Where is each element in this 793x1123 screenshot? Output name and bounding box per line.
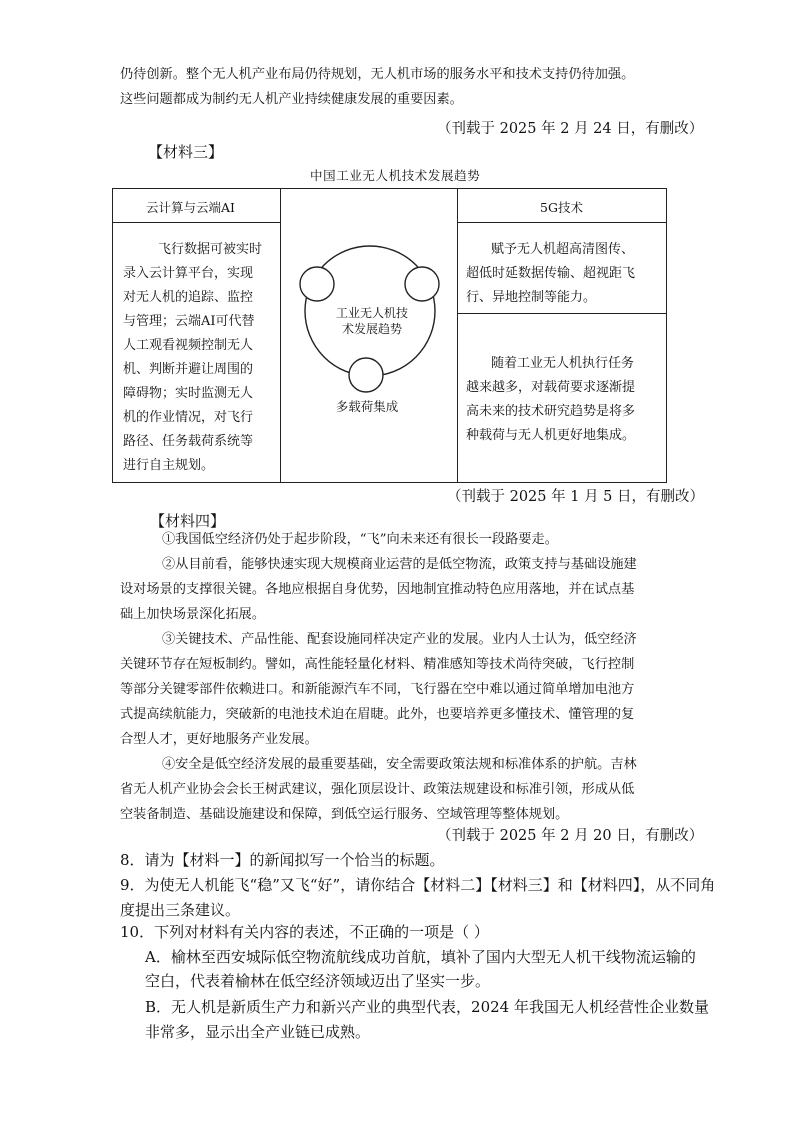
m4-line: ①我国低空经济仍处于起步阶段，“飞”向未来还有很长一段路要走。 [162, 532, 558, 547]
cloud-ai-line: 路径、任务载荷系统等 [123, 434, 254, 449]
payload-line: 越来越多，对载荷要求逐渐提 [466, 380, 636, 395]
option-a-line-1: A．榆林至西安城际低空物流航线成功首航，填补了国内大型无人机干线物流运输的 [145, 948, 696, 966]
question-10: 10．下列对材料有关内容的表述，不正确的一项是（ ） [120, 923, 489, 941]
m3-heading: 【材料三】 [148, 143, 224, 161]
cloud-ai-line: 进行自主规划。 [123, 458, 215, 473]
m4-line: 合型人才，更好地服务产业发展。 [120, 732, 318, 747]
m4-line: ②从目前看，能够快速实现大规模商业运营的是低空物流，政策支持与基础设施建 [162, 557, 637, 572]
node-circle-left [300, 267, 334, 301]
cloud-ai-line: 机、判断并避让周围的 [123, 362, 254, 377]
cloud-ai-line: 录入云计算平台，实现 [123, 266, 254, 281]
payload-line: 高未来的技术研究趋势是将多 [466, 404, 636, 419]
m4-line: 等部分关键零部件依赖进口。和新能源汽车不同，飞行器在空中难以通过简单增加电池方 [120, 682, 635, 697]
cloud-ai-line: 障碍物；实时监测无人 [123, 386, 254, 401]
m4-line: ③关键技术、产品性能、配套设施同样决定产业的发展。业内人士认为，低空经济 [162, 632, 637, 647]
payload-line: 随着工业无人机执行任务 [491, 356, 635, 371]
m4-line: 式提高续航能力，突破新的电池技术迫在眉睫。此外，也要培养更多懂技术、懂管理的复 [120, 707, 635, 722]
m4-line: 省无人机产业协会会长王树武建议，强化顶层设计、政策法规建设和标准引领，形成从低 [120, 782, 635, 797]
m4-source: （刊载于 2025 年 2 月 20 日，有删改） [437, 828, 704, 844]
center-label-1: 工业无人机技 [335, 306, 408, 320]
option-b-line-2: 非常多，显示出全产业链已成熟。 [145, 1023, 371, 1041]
m4-line: ④安全是低空经济发展的最重要基础，安全需要政策法规和标准体系的护航。吉林 [162, 757, 637, 772]
m4-heading: 【材料四】 [150, 512, 226, 530]
multi-payload-label: 多载荷集成 [335, 399, 399, 414]
node-circle-right [405, 267, 439, 301]
center-label-2: 术发展趋势 [341, 322, 402, 336]
m2-source: （刊载于 2025 年 2 月 24 日，有删改） [437, 121, 704, 137]
5g-line: 行、异地控制等能力。 [466, 290, 597, 305]
5g-line: 赋予无人机超高清图传、 [491, 242, 635, 257]
m3-source: （刊载于 2025 年 1 月 5 日，有删改） [447, 489, 705, 505]
question-9-line-1: 9．为使无人机能飞“稳”又飞“好”，请你结合【材料二】【材料三】和【材料四】，从不同角 [120, 876, 716, 894]
diagram-title: 中国工业无人机技术发展趋势 [310, 168, 481, 183]
cloud-ai-line: 机的作业情况，对飞行 [123, 410, 254, 425]
m2-line-2: 这些问题都成为制约无人机产业持续健康发展的重要因素。 [120, 92, 463, 107]
m4-line: 空装备制造、基础设施建设和保障，到低空运行服务、空域管理等整体规划。 [120, 807, 569, 822]
question-9-line-2: 度提出三条建议。 [120, 901, 241, 919]
cloud-ai-line: 与管理；云端AI可代替 [123, 314, 255, 329]
option-a-line-2: 空白，代表着榆林在低空经济领域迈出了坚实一步。 [145, 972, 491, 990]
cloud-ai-line: 人工观看视频控制无人 [123, 338, 254, 353]
cloud-ai-line: 飞行数据可被实时 [158, 242, 263, 257]
payload-line: 种载荷与无人机更好地集成。 [466, 428, 636, 443]
question-8: 8．请为【材料一】的新闻拟写一个恰当的标题。 [120, 851, 445, 869]
option-b-line-1: B．无人机是新质生产力和新兴产业的典型代表，2024 年我国无人机经营性企业数量 [145, 998, 709, 1016]
node-circle-bottom [349, 358, 383, 392]
m4-line: 关键环节存在短板制约。譬如，高性能轻量化材料、精准感知等技术尚待突破，飞行控制 [120, 657, 635, 672]
5g-line: 超低时延数据传输、超视距飞 [466, 266, 636, 281]
cloud-ai-header: 云计算与云端AI [146, 200, 235, 215]
m2-line-1: 仍待创新。整个无人机产业布局仍待规划，无人机市场的服务水平和技术支持仍待加强。 [120, 67, 635, 82]
m4-line: 础上加快场景深化拓展。 [120, 607, 266, 622]
5g-header: 5G技术 [540, 200, 583, 215]
cloud-ai-line: 对无人机的追踪、监控 [123, 290, 254, 305]
m4-line: 设对场景的支撑很关键。各地应根据自身优势，因地制宜推动特色应用落地，并在试点基 [120, 582, 635, 597]
